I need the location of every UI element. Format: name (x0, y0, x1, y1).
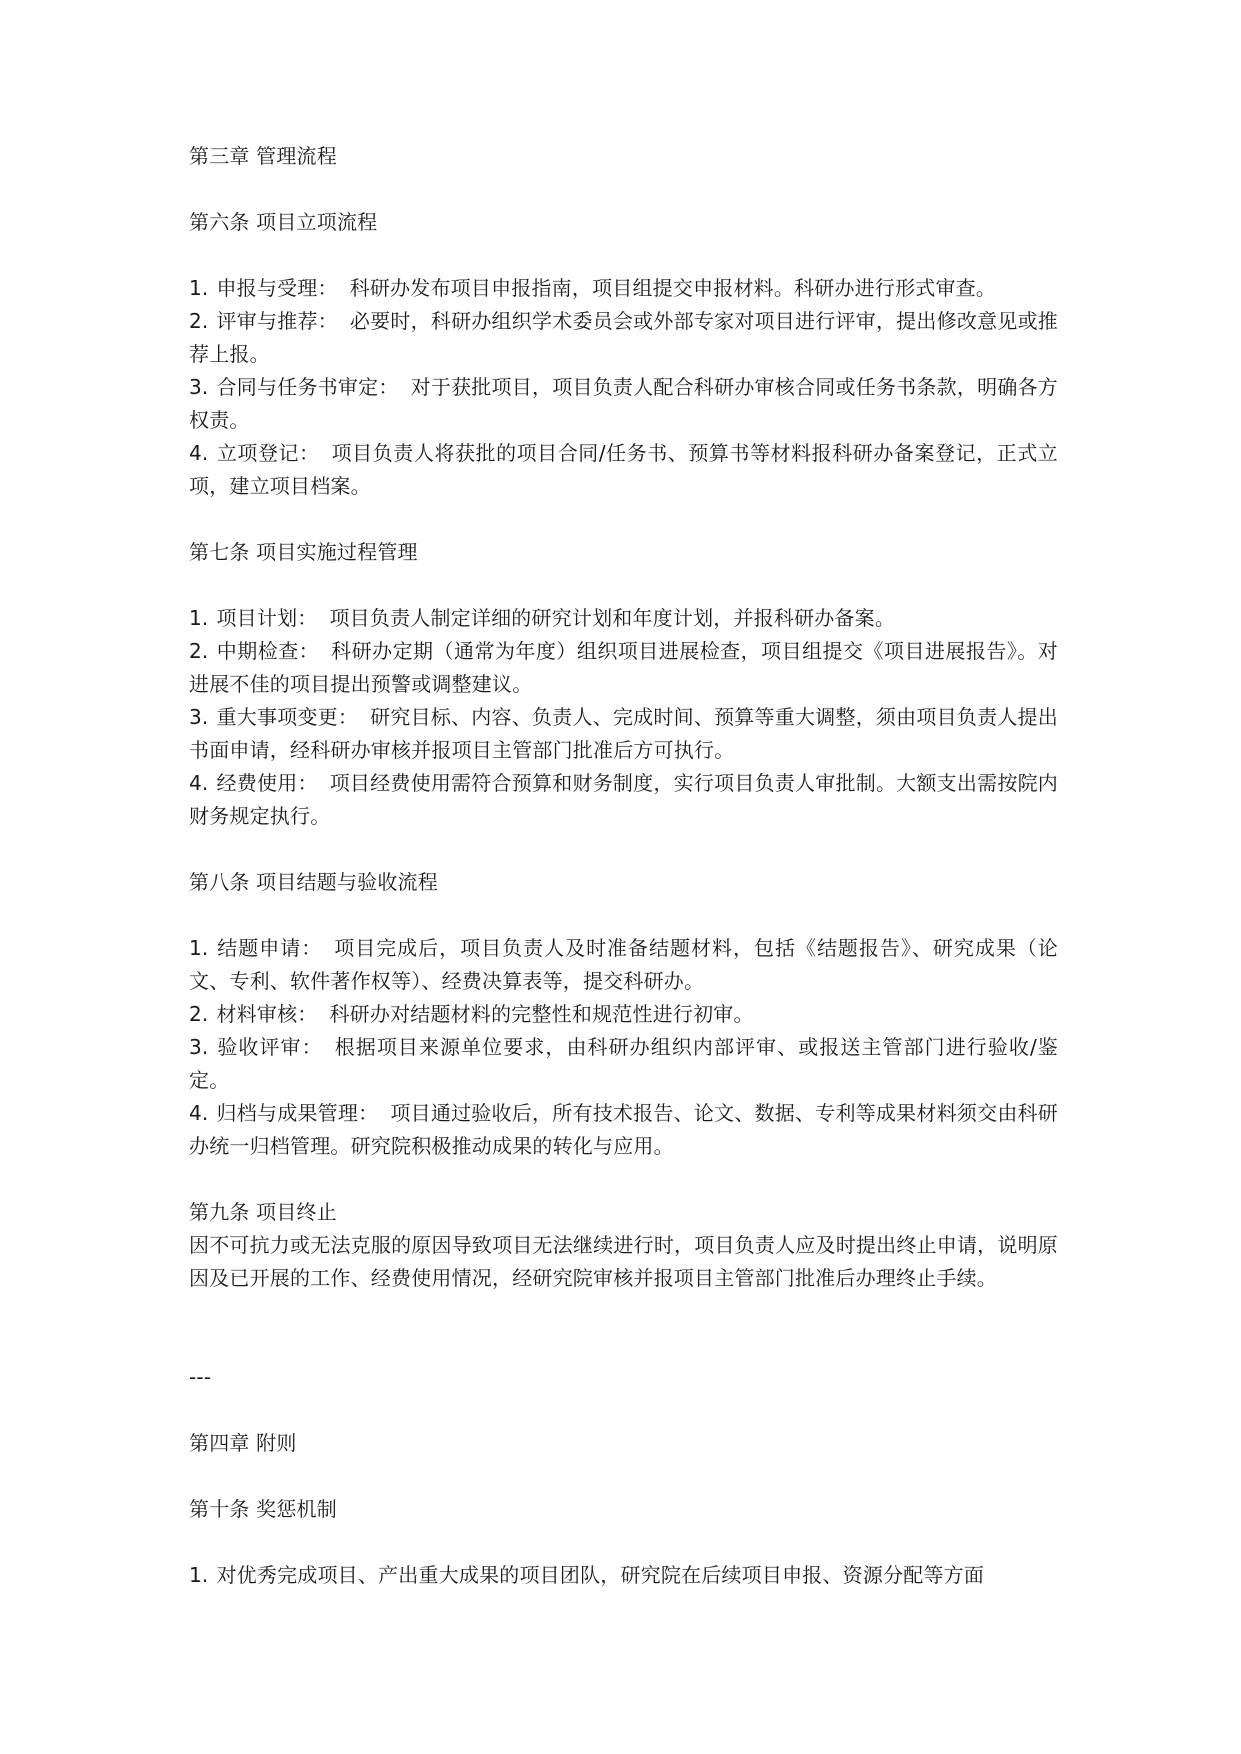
item-number: 1. (189, 606, 209, 630)
article-10-list (189, 1559, 1058, 1592)
item-number: 1. (189, 276, 209, 300)
item-label: 归档与成果管理： (216, 1101, 379, 1125)
article-heading: 第七条 项目实施过程管理 (189, 540, 418, 564)
item-text: 根据项目来源单位要求，由科研办组织内部评审、或报送主管部门进行验收/鉴定。 (189, 1035, 1058, 1092)
section-separator: --- (189, 1365, 212, 1389)
item-label: 合同与任务书审定： (216, 375, 399, 399)
document-body (189, 140, 1058, 1592)
item-number: 1. (189, 936, 209, 960)
list-item (189, 437, 1058, 503)
item-label: 经费使用： (216, 771, 318, 795)
item-label: 重大事项变更： (216, 705, 359, 729)
item-text: 对于获批项目，项目负责人配合科研办审核合同或任务书条款，明确各方权责。 (189, 375, 1058, 432)
item-number: 4. (189, 771, 209, 795)
item-text: 科研办对结题材料的完整性和规范性进行初审。 (329, 1002, 754, 1026)
item-number: 2. (189, 1002, 209, 1026)
list-item (189, 1559, 1058, 1592)
item-number: 3. (189, 705, 209, 729)
item-number: 4. (189, 1101, 209, 1125)
article-7-list (189, 602, 1058, 833)
item-text: 科研办发布项目申报指南，项目组提交申报材料。科研办进行形式审查。 (349, 276, 997, 300)
list-item (189, 371, 1058, 437)
list-item (189, 305, 1058, 371)
list-item (189, 1097, 1058, 1163)
item-label: 立项登记： (216, 441, 320, 465)
item-label: 评审与推荐： (216, 309, 338, 333)
item-text: 项目通过验收后，所有技术报告、论文、数据、专利等成果材料须交由科研办统一归档管理。研究院积极推动成果的转化与应用。 (189, 1101, 1058, 1158)
item-label: 中期检查： (216, 639, 320, 663)
item-label: 结题申请： (216, 936, 323, 960)
item-label: 验收评审： (216, 1035, 323, 1059)
article-heading: 第八条 项目结题与验收流程 (189, 870, 438, 894)
item-number: 3. (189, 1035, 209, 1059)
list-item (189, 767, 1058, 833)
chapter-heading: 第三章 管理流程 (189, 144, 337, 168)
list-item (189, 932, 1058, 998)
item-number: 4. (189, 441, 209, 465)
item-label: 材料审核： (216, 1002, 318, 1026)
list-item (189, 272, 1058, 305)
item-number: 3. (189, 375, 209, 399)
item-number: 2. (189, 309, 209, 333)
list-item (189, 701, 1058, 767)
item-text: 必要时，科研办组织学术委员会或外部专家对项目进行评审，提出修改意见或推荐上报。 (189, 309, 1059, 366)
item-text: 对优秀完成项目、产出重大成果的项目团队，研究院在后续项目申报、资源分配等方面 (216, 1563, 985, 1587)
article-heading: 第九条 项目终止 (189, 1200, 337, 1224)
item-label: 申报与受理： (216, 276, 338, 300)
item-text: 项目经费使用需符合预算和财务制度，实行项目负责人审批制。大额支出需按院内财务规定执行。 (189, 771, 1059, 828)
item-number: 1. (189, 1563, 209, 1587)
item-text: 科研办定期（通常为年度）组织项目进展检查，项目组提交《项目进展报告》。对进展不佳的项目提出预警或调整建议。 (189, 639, 1058, 696)
list-item (189, 998, 1058, 1031)
item-text: 项目负责人制定详细的研究计划和年度计划，并报科研办备案。 (329, 606, 896, 630)
list-item (189, 602, 1058, 635)
chapter-heading: 第四章 附则 (189, 1431, 297, 1455)
item-text: 项目负责人将获批的项目合同/任务书、预算书等材料报科研办备案登记，正式立项，建立项目档案。 (189, 441, 1058, 498)
item-label: 项目计划： (216, 606, 318, 630)
article-heading: 第十条 奖惩机制 (189, 1497, 337, 1521)
article-heading: 第六条 项目立项流程 (189, 210, 378, 234)
item-number: 2. (189, 639, 209, 663)
list-item (189, 635, 1058, 701)
item-text: 研究目标、内容、负责人、完成时间、预算等重大调整，须由项目负责人提出书面申请，经科研办审核并报项目主管部门批准后方可执行。 (189, 705, 1058, 762)
article-body: 因不可抗力或无法克服的原因导致项目无法继续进行时，项目负责人应及时提出终止申请，说明原因及已开展的工作、经费使用情况，经研究院审核并报项目主管部门批准后办理终止手续。 (189, 1233, 1058, 1290)
article-8-list (189, 932, 1058, 1163)
item-text: 项目完成后，项目负责人及时准备结题材料，包括《结题报告》、研究成果（论文、专利、软件著作权等）、经费决算表等，提交科研办。 (189, 936, 1059, 993)
list-item (189, 1031, 1058, 1097)
article-6-list (189, 272, 1058, 503)
